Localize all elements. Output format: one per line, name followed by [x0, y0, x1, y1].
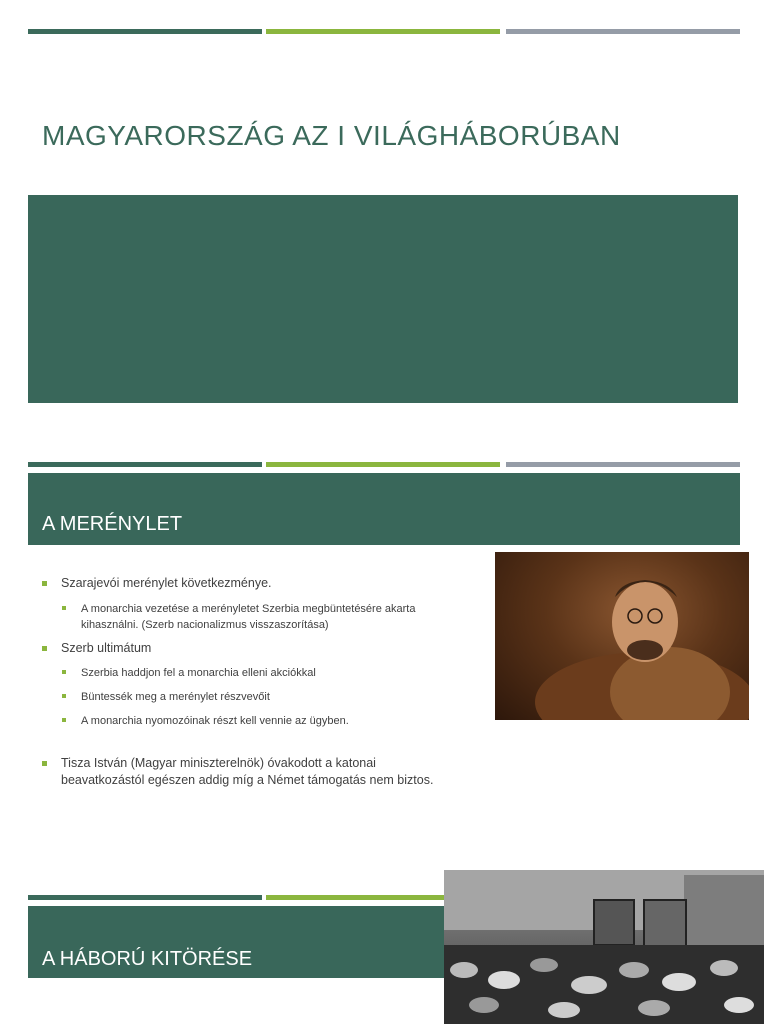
slide-heading: A MERÉNYLET: [42, 513, 183, 535]
accent-bar-light-green: [266, 29, 500, 34]
bullet-square-icon: [62, 670, 66, 674]
slide-merenylet: [0, 420, 768, 860]
sub-bullet-item: Szerbia haddjon fel a monarchia elleni akciókkal: [42, 665, 462, 681]
accent-bar-dark-green: [28, 895, 262, 900]
slide-header-band: [28, 473, 740, 545]
crowd-photo: [444, 870, 764, 1024]
accent-bar-gray: [506, 29, 740, 34]
bullet-list: [42, 575, 462, 789]
bullet-square-icon: [42, 581, 47, 586]
presentation-title: MAGYARORSZÁG AZ I VILÁGHÁBORÚBAN: [42, 120, 621, 151]
portrait-illustration: [495, 552, 749, 720]
bullet-square-icon: [62, 606, 66, 610]
bullet-square-icon: [62, 718, 66, 722]
bullet-item: Tisza István (Magyar miniszterelnök) óvakodott a katonai beavatkozástól egészen addig míg a Német támogatás nem biztos.: [42, 755, 462, 789]
crowd-illustration: [444, 870, 764, 1024]
slide-heading: A HÁBORÚ KITÖRÉSE: [42, 948, 253, 970]
sub-bullet-item: A monarchia nyomozóinak részt kell vennie az ügyben.: [42, 713, 462, 729]
bullet-item: Szarajevói merénylet következménye.: [42, 575, 462, 592]
accent-bars: [28, 462, 740, 467]
slide-haboru-kitorese: [0, 860, 768, 1024]
title-color-panel: [28, 195, 738, 403]
accent-bar-gray: [506, 462, 740, 467]
portrait-photo: [495, 552, 749, 720]
accent-bar-light-green: [266, 462, 500, 467]
bullet-square-icon: [42, 761, 47, 766]
sub-bullet-item: Büntessék meg a merénylet részvevőit: [42, 689, 462, 705]
accent-bar-dark-green: [28, 29, 262, 34]
sub-bullet-item: A monarchia vezetése a merényletet Szerbia megbüntetésére akarta kihasználni. (Szerb nacionalizmus visszaszorítása): [42, 601, 462, 633]
accent-bar-dark-green: [28, 462, 262, 467]
accent-bars: [28, 29, 740, 34]
bullet-item: Szerb ultimátum: [42, 640, 462, 657]
slide-title: [0, 0, 768, 420]
bullet-square-icon: [42, 646, 47, 651]
bullet-square-icon: [62, 694, 66, 698]
